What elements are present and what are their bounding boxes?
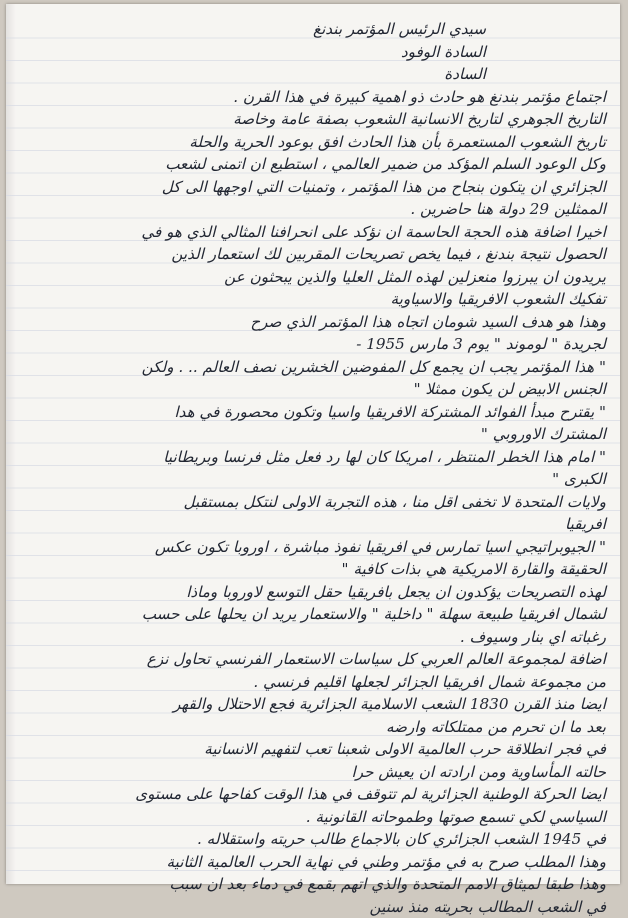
text-line: اضافة لمجموعة العالم العربي كل سياسات الاستعمار الفرنسي تحاول نزع — [24, 648, 606, 671]
text-line: اجتماع مؤتمر بندنغ هو حادث ذو اهمية كبيرة في هذا القرن . — [24, 86, 606, 109]
text-line: الحصول نتيجة بندنغ ، فيما يخص تصريحات المقربين لك استعمار الذين — [24, 243, 606, 266]
text-line: الجزائري ان يتكون بنجاح من هذا المؤتمر ، وتمنيات التي اوجهها الى كل — [24, 176, 606, 199]
text-line: رغباته اي بنار وسيوف . — [24, 626, 606, 649]
quote-line: الكبرى " — [24, 468, 606, 491]
quote-line: " هذا المؤتمر يجب ان يجمع كل المفوضين الخشرين نصف العالم .. . ولكن — [24, 356, 606, 379]
text-line: في 1945 الشعب الجزائري كان بالاجماع طالب حريته واستقلاله . — [24, 828, 606, 851]
text-line: في فجر انطلاقة حرب العالمية الاولى شعبنا تعب لتفهيم الانسانية — [24, 738, 606, 761]
text-line: لجريدة " لوموند " يوم 3 مارس 1955 - — [24, 333, 606, 356]
text-line: الممثلين 29 دولة هنا حاضرين . — [24, 198, 606, 221]
text-line: تفكيك الشعوب الافريقيا والاسياوية — [24, 288, 606, 311]
salutation-line: السادة — [24, 63, 606, 86]
quote-line: المشترك الاوروبي " — [24, 423, 606, 446]
text-line: ايضا الحركة الوطنية الجزائرية لم تتوقف في هذا الوقت كفاحها على مستوى — [24, 783, 606, 806]
quote-line: الجنس الابيض لن يكون ممثلا " — [24, 378, 606, 401]
text-line: يريدون ان يبرزوا منعزلين لهذه المثل العليا والذين يبحثون عن — [24, 266, 606, 289]
text-line: وهذا هو هدف السيد شومان اتجاه هذا المؤتمر الذي صرح — [24, 311, 606, 334]
text-line: في الشعب المطالب بحريته منذ سنين — [24, 896, 606, 918]
text-line: لهذه التصريحات يؤكدون ان يجعل بافريقيا حقل التوسع لاوروبا وماذا — [24, 581, 606, 604]
text-line: وهذا طبقا لميثاق الامم المتحدة والذي اتهم بقمع في دماء بعد ان سبب — [24, 873, 606, 896]
text-line: اخيرا اضافة هذه الحجة الحاسمة ان نؤكد على انحرافنا المثالي الذي هو في — [24, 221, 606, 244]
text-line: التاريخ الجوهري لتاريخ الانسانية الشعوب بصفة عامة وخاصة — [24, 108, 606, 131]
text-line: ايضا منذ القرن 1830 الشعب الاسلامية الجزائرية فجع الاحتلال والقهر — [24, 693, 606, 716]
quote-line: " امام هذا الخطر المنتظر ، امريكا كان لها رد فعل مثل فرنسا وبريطانيا — [24, 446, 606, 469]
text-line: ولايات المتحدة لا تخفى اقل منا ، هذه التجربة الاولى لنتكل بمستقبل — [24, 491, 606, 514]
letter-body — [24, 18, 606, 918]
text-line: وهذا المطلب صرح به في مؤتمر وطني في نهاية الحرب العالمية الثانية — [24, 851, 606, 874]
text-line: السياسي لكي تسمع صوتها وطموحاته القانونية . — [24, 806, 606, 829]
text-line: وكل الوعود السلم المؤكد من ضمير العالمي ، استطيع ان اتمنى لشعب — [24, 153, 606, 176]
text-line: تاريخ الشعوب المستعمرة بأن هذا الحادث افق بوعود الحرية والحلة — [24, 131, 606, 154]
quote-line: " الجيوبراتيجي اسيا تمارس في افريقيا نفوذ مباشرة ، اوروبا تكون عكس — [24, 536, 606, 559]
text-line: بعد ما ان تحرم من ممتلكاته وارضه — [24, 716, 606, 739]
handwritten-page — [6, 4, 620, 884]
salutation-line: سيدي الرئيس المؤتمر بندنغ — [24, 18, 606, 41]
text-line: لشمال افريقيا طبيعة سهلة " داخلية " والاستعمار يريد ان يحلها على حسب — [24, 603, 606, 626]
quote-line: " يقترح مبدأ الفوائد المشتركة الافريقيا واسيا وتكون محصورة في هدا — [24, 401, 606, 424]
salutation-line: السادة الوفود — [24, 41, 606, 64]
text-line: حالته المأساوية ومن ارادته ان يعيش حرا — [24, 761, 606, 784]
quote-line: الحقيقة والقارة الامريكية هي بذات كافية " — [24, 558, 606, 581]
text-line: من مجموعة شمال افريقيا الجزائر لجعلها اقليم فرنسي . — [24, 671, 606, 694]
text-line: افريقيا — [24, 513, 606, 536]
